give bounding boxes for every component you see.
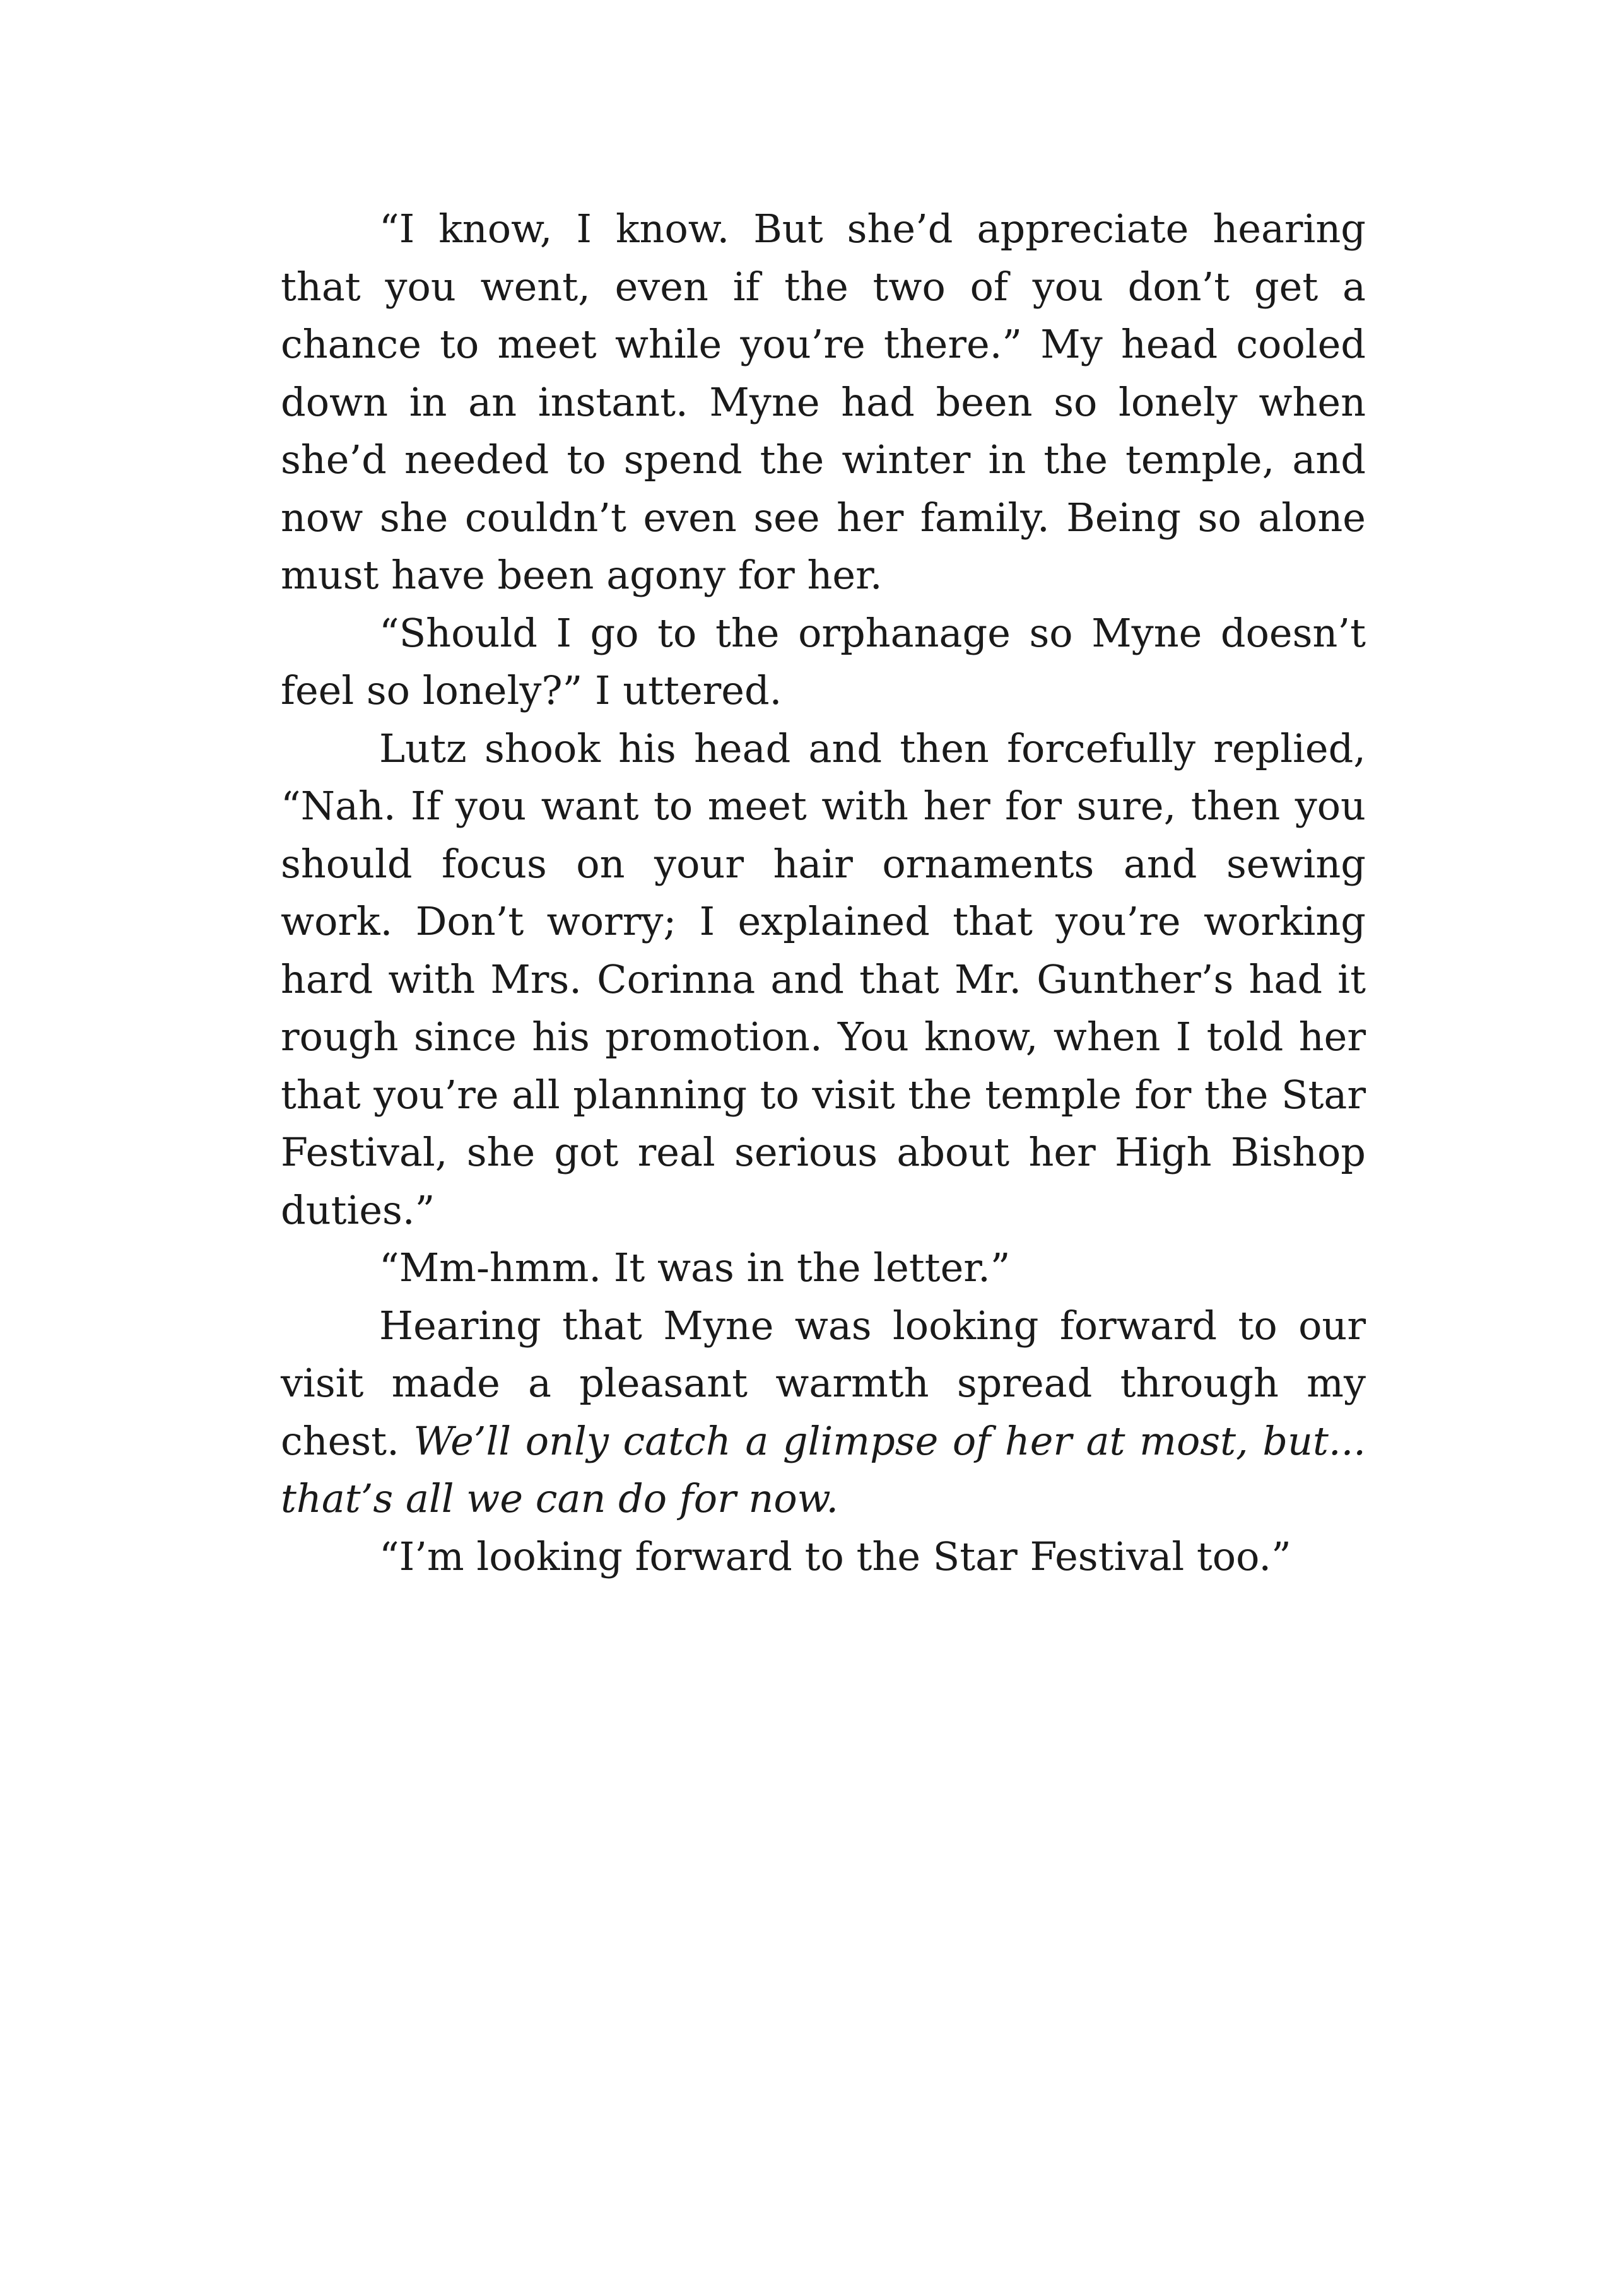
paragraph-6: “I’m looking forward to the Star Festival too.” bbox=[379, 1533, 1291, 1579]
paragraph-5 bbox=[281, 1297, 1366, 1528]
paragraph-4: “Mm-hmm. It was in the letter.” bbox=[379, 1245, 1011, 1291]
paragraph-3: Lutz shook his head and then forcefully replied, “Nah. If you want to meet with her for sure, then you should focus on your hair ornaments and sewing work. Don’t worry; I explained that you’re working hard with Mrs. Corinna and that Mr. Gunther’s had it rough since his promotion. You know, when I told her that you’re all planning to visit the temple for the Star Festival, she got real serious about her High Bishop duties.” bbox=[281, 725, 1366, 1233]
body-text bbox=[281, 200, 1366, 1585]
paragraph-2: “Should I go to the orphanage so Myne doesn’t feel so lonely?” I uttered. bbox=[281, 609, 1366, 713]
paragraph-5-italic-thought: We’ll only catch a glimpse of her at most, but... that’s all we can do for now. bbox=[281, 1417, 1366, 1521]
paragraph-1: “I know, I know. But she’d appreciate hearing that you went, even if the two of you don’t get a chance to meet while you’re there.” My head cooled down in an instant. Myne had been so lonely when she’d needed to spend the winter in the temple, and now she couldn’t even see her family. Being so alone must have been agony for her. bbox=[281, 206, 1366, 598]
paragraph-5-text: Hearing that Myne was looking forward to our visit made a pleasant warmth spread through my chest. bbox=[281, 1302, 1366, 1464]
